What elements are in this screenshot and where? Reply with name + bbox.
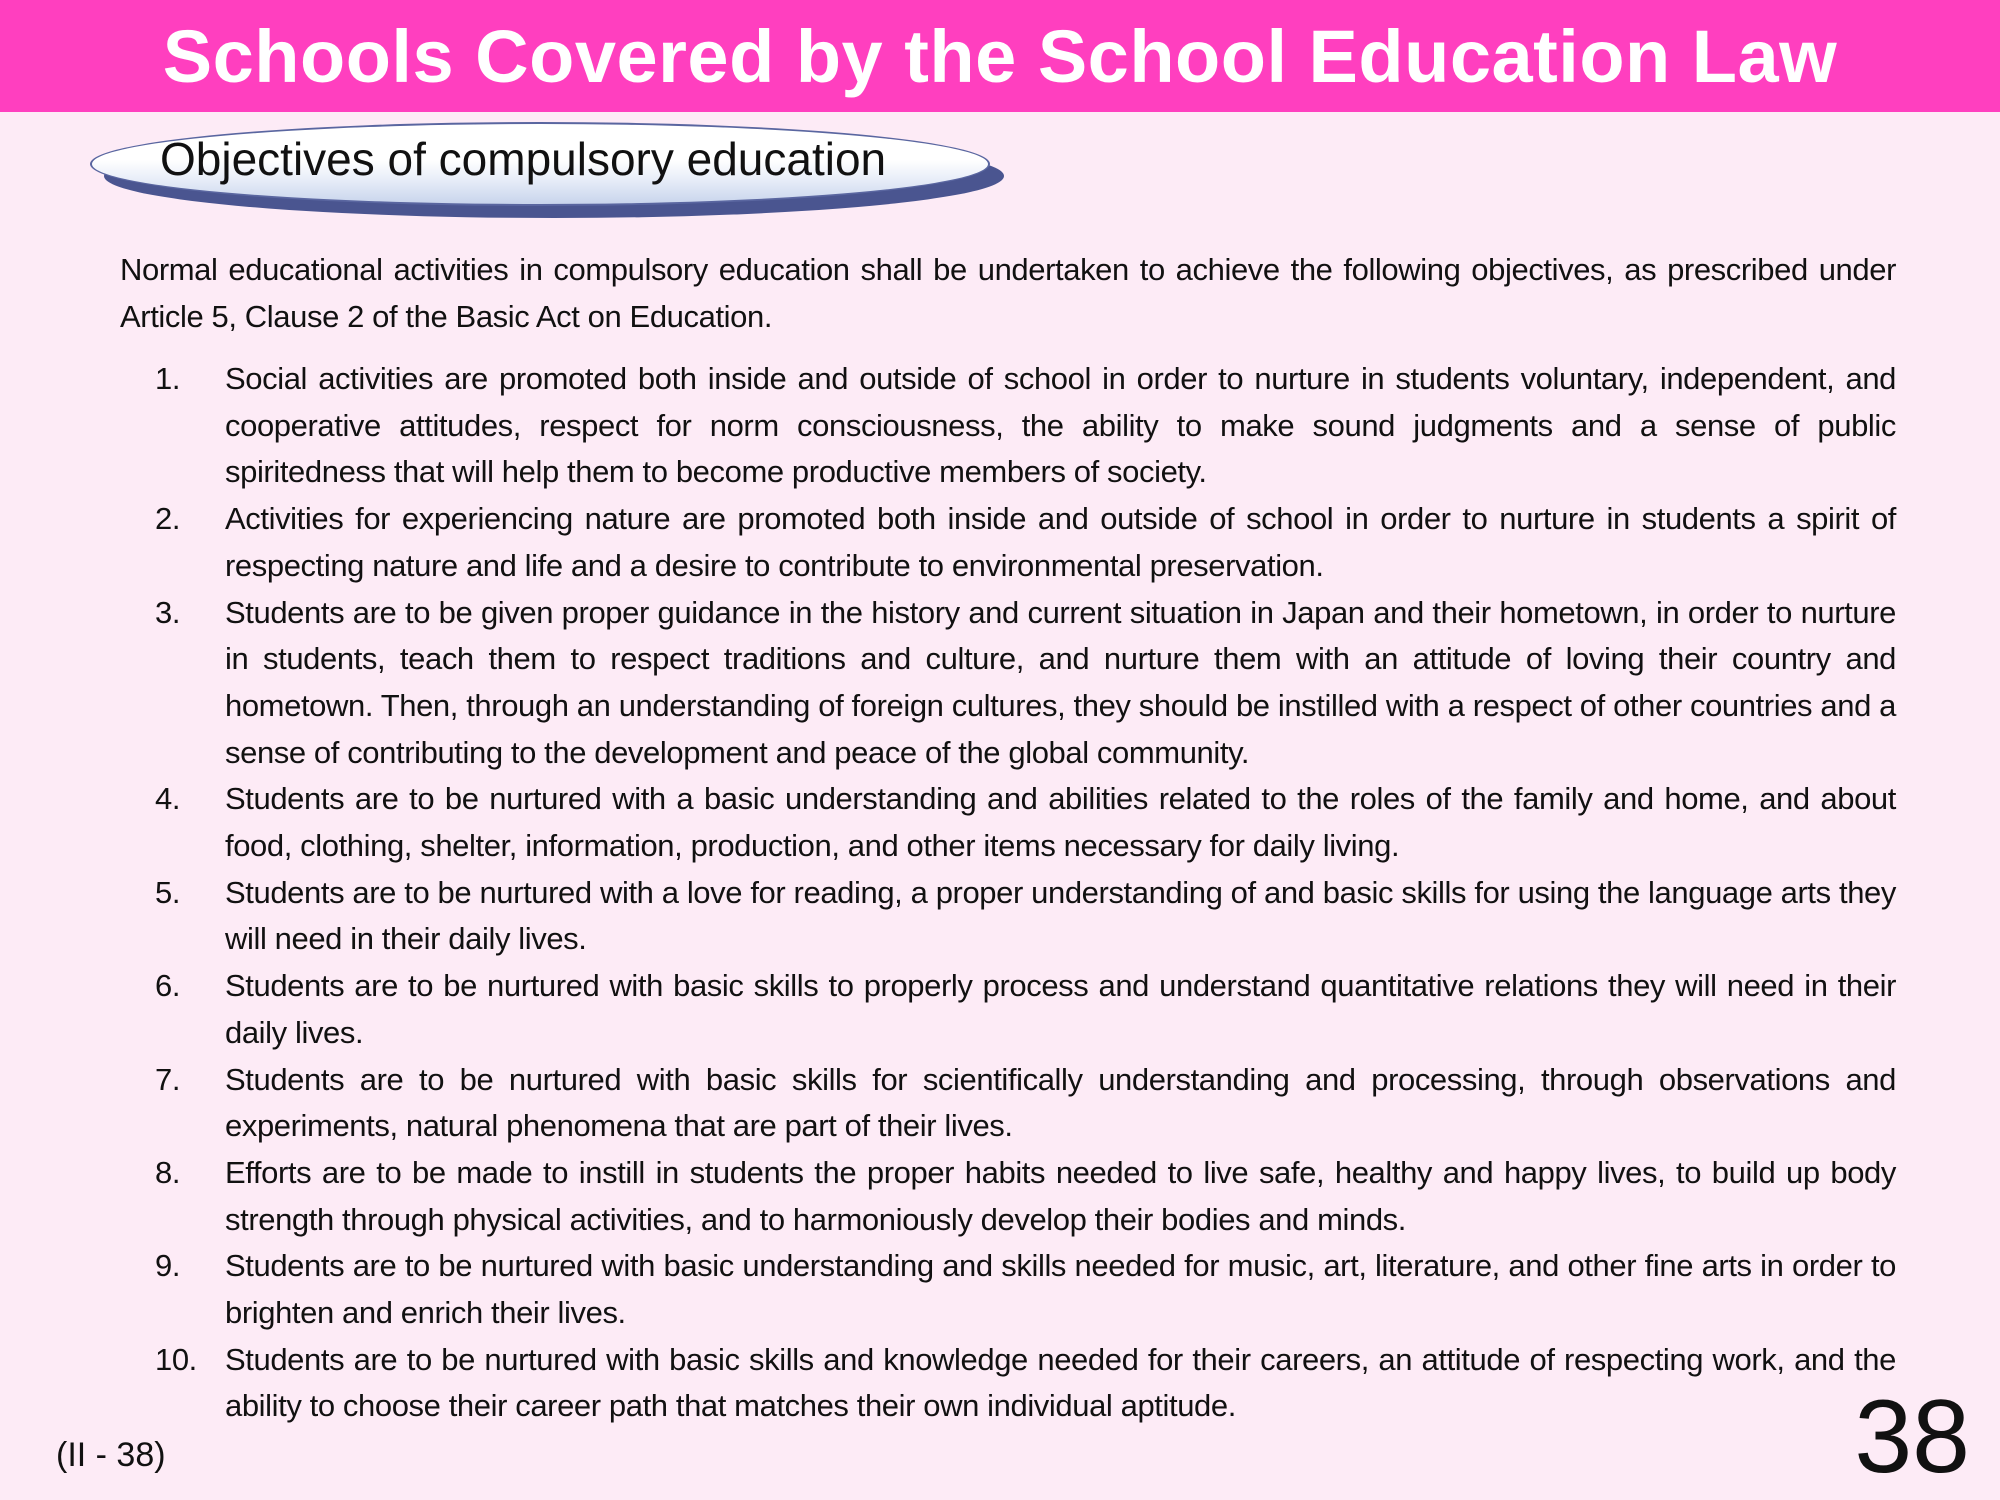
item-text: Efforts are to be made to instill in students the proper habits needed to live safe, healthy and happy lives, to build up body strength through physical activities, and to harmoniously develop their bodies and minds. [225,1154,1896,1237]
page-reference: (II - 38) [56,1436,166,1474]
list-item [120,870,1896,963]
item-number: 3. [155,594,181,630]
item-number: 10. [155,1341,197,1377]
item-text: Students are to be nurtured with a love for reading, a proper understanding of and basic skills for using the language arts they will need in their daily lives. [225,874,1896,957]
item-text: Students are to be nurtured with basic skills for scientifically understanding and processing, through observations and experiments, natural phenomena that are part of their lives. [225,1061,1896,1144]
item-number: 5. [155,874,181,910]
list-item [120,590,1896,777]
item-number: 6. [155,968,181,1004]
item-number: 2. [155,501,181,537]
item-text: Social activities are promoted both inside and outside of school in order to nurture in students voluntary, independent, and cooperative attitudes, respect for norm consciousness, the ability to make sound judgments and a sense of public spiritedness that will help them to become productive members of society. [225,361,1896,490]
item-number: 8. [155,1154,181,1190]
title-bar [0,0,2000,112]
item-text: Students are to be given proper guidance in the history and current situation in Japan and their hometown, in order to nurture in students, teach them to respect traditions and culture, and nurture them with an attitude of loving their country and hometown. Then, through an understanding of foreign cultures, they should be instilled with a respect of other countries and a sense of contributing to the development and peace of the global community. [225,594,1896,770]
section-heading: Objectives of compulsory education [160,133,887,185]
item-number: 7. [155,1061,181,1097]
list-item [120,1150,1896,1243]
intro-paragraph: Normal educational activities in compulsory education shall be undertaken to achieve the following objectives, as prescribed under Article 5, Clause 2 of the Basic Act on Education. [120,252,1896,334]
item-number: 4. [155,781,181,817]
item-text: Students are to be nurtured with basic skills to properly process and understand quantitative relations they will need in their daily lives. [225,968,1896,1050]
item-text: Students are to be nurtured with a basic understanding and abilities related to the roles of the family and home, and about food, clothing, shelter, information, production, and other items necessary for daily living. [225,781,1896,864]
list-item [120,1337,1896,1430]
list-item [120,776,1896,869]
item-text: Students are to be nurtured with basic skills and knowledge needed for their careers, an attitude of respecting work, and the ability to choose their career path that matches their own individual aptitude. [225,1341,1896,1424]
page-title: Schools Covered by the School Education Law [162,14,1838,98]
list-item [120,1243,1896,1336]
list-item [120,1057,1896,1150]
item-text: Students are to be nurtured with basic understanding and skills needed for music, art, literature, and other fine arts in order to brighten and enrich their lives. [225,1248,1896,1331]
list-item [120,356,1896,496]
page-number: 38 [1854,1379,1970,1495]
section-heading-banner [90,122,1020,222]
item-number: 9. [155,1248,181,1284]
item-number: 1. [155,361,181,396]
item-text: Activities for experiencing nature are promoted both inside and outside of school in order to nurture in students a spirit of respecting nature and life and a desire to contribute to environmental preservation. [225,501,1896,583]
objectives-list [120,356,1896,1430]
list-item [120,963,1896,1056]
list-item [120,496,1896,589]
